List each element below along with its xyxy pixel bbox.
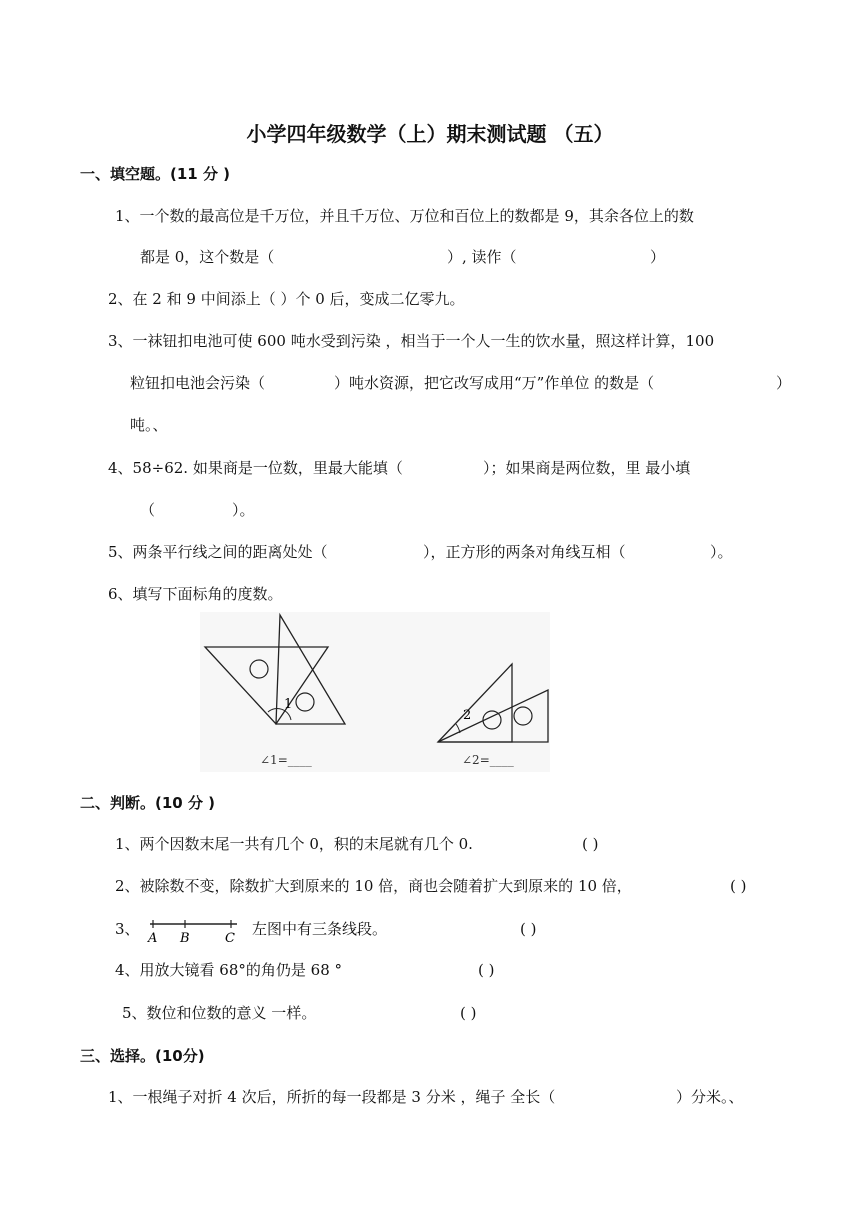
fill-q3-line2-start: 粒钮扣电池会污染（ [130,374,266,392]
fill-q3-line3: 吨。、 [130,416,168,434]
fill-q1-line2-mid: ）, 读作（ [447,248,517,266]
judge-q5-paren: ( ) [460,1004,477,1022]
section-heading-choice: 三、选择。(10分) [80,1047,205,1065]
section-heading-fill: 一、填空题。(11 分 ) [80,165,231,183]
fill-q3-line2-mid: ）吨水资源，把它改写成用“万”作单位 的数是（ [334,374,655,392]
fill-q1-line1: 1、一个数的最高位是千万位，并且千万位、万位和百位上的数都是 9，其余各位上的数 [115,207,694,225]
judge-q1-paren: ( ) [582,835,599,853]
judge-q4: 4、用放大镜看 68°的角仍是 68 ° [115,961,343,979]
angle-2-caption: ∠2=____ [462,753,514,767]
angle-1-mark: 1 [284,697,293,712]
fill-q6: 6、填写下面标角的度数。 [108,585,283,603]
figure-background [200,612,550,772]
fill-q5-end: ）。 [710,543,733,561]
fill-q2: 2、在 2 和 9 中间添上（ ）个 0 后，变成二亿零九。 [108,290,465,308]
angle-figure [200,612,550,772]
judge-q3: 左图中有三条线段。 [252,920,388,938]
judge-q4-paren: ( ) [478,961,495,979]
fill-q4-line1-end: ）；如果商是两位数，里 最小填 [483,459,691,477]
fill-q1-line2-end: ） [650,248,666,266]
fill-q5-start: 5、两条平行线之间的距离处处（ [108,543,328,561]
angle-1-caption: ∠1=____ [260,753,312,767]
fill-q4-line2-end: ）。 [232,501,255,519]
fill-q4-line1-start: 4、58÷62. 如果商是一位数，里最大能填（ [108,459,403,477]
fill-q4-line2-start: （ [140,501,156,519]
line-segment-figure [145,917,240,946]
choice-q1-end: ）分米。、 [676,1088,744,1106]
judge-q3-paren: ( ) [520,920,537,938]
choice-q1-start: 1、一根绳子对折 4 次后，所折的每一段都是 3 分米 ，绳子 全长（ [108,1088,556,1106]
fill-q3-line2-end: ） [776,374,792,392]
point-label-a: A [148,931,158,946]
judge-q2-paren: ( ) [730,877,747,895]
judge-q2: 2、被除数不变，除数扩大到原来的 10 倍，商也会随着扩大到原来的 10 倍， [115,877,632,895]
fill-q3-line1: 3、一袜钮扣电池可使 600 吨水受到污染 ，相当于一个人一生的饮水量，照这样计算，100 [108,332,715,350]
judge-q1: 1、两个因数末尾一共有几个 0，积的末尾就有几个 0. [115,835,473,853]
fill-q5-mid: ），正方形的两条对角线互相（ [423,543,626,561]
page-title: 小学四年级数学（上）期末测试题 （五） [246,122,614,146]
point-label-b: B [180,931,190,946]
fill-q1-line2-start: 都是 0，这个数是（ [140,248,275,266]
section-heading-judge: 二、判断。(10 分 ) [80,794,216,812]
point-label-c: C [225,931,235,946]
angle-2-mark: 2 [463,708,472,723]
judge-q3-number: 3、 [115,920,140,938]
judge-q5: 5、数位和位数的意义 一样。 [122,1004,317,1022]
